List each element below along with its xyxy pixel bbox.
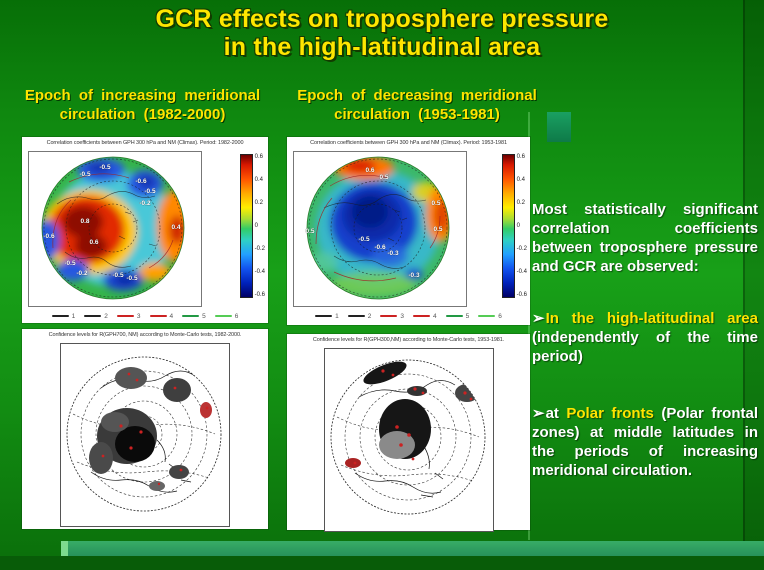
- bottom-bar-decoration: [68, 541, 764, 556]
- left-column-heading: [0, 87, 285, 125]
- left-heading-line1: Epoch of increasing meridional: [24, 87, 261, 104]
- colorbar-tick: 0.2: [254, 200, 263, 206]
- map-row: [287, 149, 530, 309]
- svg-text:0.6: 0.6: [365, 167, 375, 174]
- colorbar-tick: -0.6: [254, 292, 265, 298]
- colorbar-tick: -0.4: [254, 269, 265, 275]
- legend-item: 6: [215, 313, 239, 320]
- bullet-arrow-icon: ➢: [532, 405, 545, 422]
- svg-text:-0.2: -0.2: [76, 270, 88, 277]
- contour-legend: [22, 309, 268, 323]
- legend-item: 4: [413, 313, 437, 320]
- svg-text:0.5: 0.5: [431, 200, 441, 207]
- left-heading-line2: circulation (1982-2000): [59, 105, 226, 123]
- bullet1-highlight: In the high-latitudinal area: [545, 310, 758, 327]
- legend-item: 2: [84, 313, 108, 320]
- correlation-map-1953-1981: [293, 151, 467, 307]
- panel-caption: Confidence levels for R(GPH300,NM) according to Monte-Carlo tests, 1953-1981.: [312, 337, 505, 343]
- legend-item: 3: [380, 313, 404, 320]
- legend-item: 3: [117, 313, 141, 320]
- legend-item: 2: [348, 313, 372, 320]
- colorbar-tick: 0: [516, 223, 520, 229]
- slide-title: [0, 5, 764, 61]
- svg-text:-0.6: -0.6: [135, 178, 147, 185]
- colorbar-tick: -0.2: [254, 246, 265, 252]
- legend-item: 4: [150, 313, 174, 320]
- bullet2-highlight: Polar fronts: [566, 405, 654, 422]
- panel-caption: Correlation coefficients between GPH 300 hPa and NM (Climax). Period: 1953-1981: [310, 140, 507, 146]
- svg-text:-0.2: -0.2: [139, 200, 151, 207]
- svg-text:-0.6: -0.6: [374, 244, 386, 251]
- panel-correlation-1953-1981: [287, 137, 530, 325]
- map-row: [22, 149, 268, 309]
- bottom-bar-notch: [61, 541, 68, 556]
- colorbar-ticks: [517, 154, 527, 298]
- bullet2-rest: (Polar frontal zones) at middle latitudes in the periods of increasing meridional circulation.: [532, 405, 758, 479]
- svg-text:-0.5: -0.5: [112, 272, 124, 279]
- svg-text:0.4: 0.4: [171, 224, 181, 231]
- svg-text:-0.6: -0.6: [43, 233, 55, 240]
- slide-title-line2: in the high-latitudinal area: [223, 33, 541, 61]
- panel-caption: Correlation coefficients between GPH 300 hPa and NM (Climax). Period: 1982-2000: [46, 140, 244, 146]
- colorbar-tick: 0.4: [254, 177, 263, 183]
- panel-caption: Confidence levels for R(GPH700, NM) according to Monte-Carlo tests, 1982-2000.: [48, 332, 242, 338]
- map-wrap: [22, 341, 268, 527]
- svg-text:-0.5: -0.5: [126, 275, 138, 282]
- svg-text:-0.5: -0.5: [358, 236, 370, 243]
- correlation-map-1982-2000: [28, 151, 202, 307]
- svg-text:0.5: 0.5: [305, 228, 315, 235]
- right-heading-line2: circulation (1953-1981): [334, 105, 500, 123]
- legend-item: 1: [315, 313, 339, 320]
- colorbar-tick: 0.6: [254, 154, 263, 160]
- svg-text:-0.5: -0.5: [64, 260, 76, 267]
- colorbar-tick: -0.4: [516, 269, 527, 275]
- map-wrap: [287, 346, 530, 532]
- legend-item: 5: [182, 313, 206, 320]
- svg-text:-0.3: -0.3: [408, 272, 420, 279]
- bullet-high-latitudinal: [532, 309, 758, 366]
- bullet-polar-fronts: [532, 404, 758, 480]
- colorbar-tick: 0.6: [516, 154, 525, 160]
- colorbar-tick: -0.6: [516, 292, 527, 298]
- legend-item: 5: [446, 313, 470, 320]
- confidence-map-1982-2000: [60, 343, 230, 527]
- bullet2-pre: at: [545, 405, 567, 422]
- contour-legend: [287, 309, 530, 323]
- panel-confidence-1982-2000: [22, 329, 268, 529]
- colorbar-ticks: [255, 154, 265, 298]
- right-column-heading: [283, 87, 551, 125]
- svg-text:-0.5: -0.5: [79, 171, 91, 178]
- colorbar-gradient: [240, 154, 253, 298]
- svg-text:0.8: 0.8: [80, 218, 90, 225]
- slide-title-line1: GCR effects on troposphere pressure: [155, 5, 609, 33]
- colorbar-gradient: [502, 154, 515, 298]
- right-heading-line1: Epoch of decreasing meridional: [297, 87, 537, 104]
- colorbar-tick: -0.2: [516, 246, 527, 252]
- bullet-arrow-icon: ➢: [532, 310, 545, 327]
- colorbar-tick: 0.2: [516, 200, 525, 206]
- bottom-dark-strip: [0, 556, 764, 570]
- svg-text:-0.5: -0.5: [144, 188, 156, 195]
- panel-confidence-1953-1981: [287, 334, 530, 530]
- legend-item: 1: [52, 313, 76, 320]
- svg-text:0.6: 0.6: [89, 239, 99, 246]
- svg-text:0.5: 0.5: [379, 174, 389, 181]
- legend-item: 6: [478, 313, 502, 320]
- svg-text:-0.3: -0.3: [387, 250, 399, 257]
- colorbar-tick: 0: [254, 223, 258, 229]
- colorbar: [240, 154, 265, 298]
- panel-correlation-1982-2000: [22, 137, 268, 323]
- colorbar: [502, 154, 527, 298]
- svg-text:0.5: 0.5: [433, 226, 443, 233]
- svg-text:-0.5: -0.5: [99, 164, 111, 171]
- sidebar-text: [532, 200, 758, 480]
- confidence-map-1953-1981: [324, 348, 494, 532]
- bullet1-rest: (independently of the time period): [532, 329, 758, 365]
- colorbar-tick: 0.4: [516, 177, 525, 183]
- sidebar-intro: Most statistically significant correlation coefficients between troposphere pressure and GCR are observed:: [532, 201, 758, 275]
